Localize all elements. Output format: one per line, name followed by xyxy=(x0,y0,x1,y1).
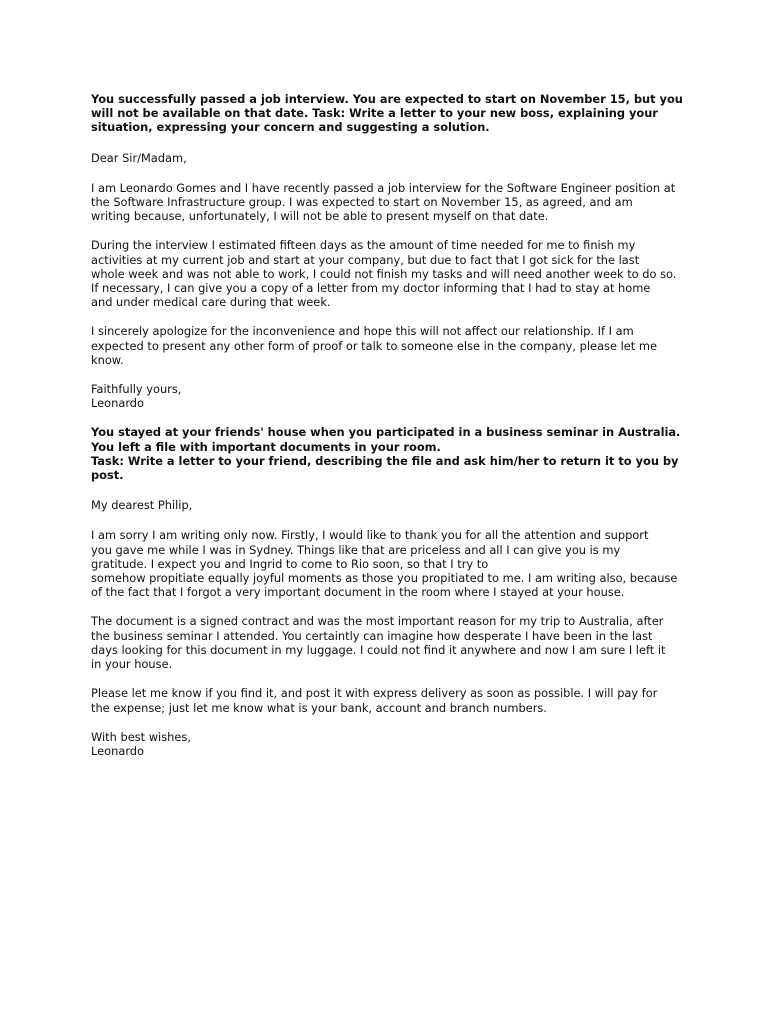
salutation-2: My dearest Philip, xyxy=(91,498,193,513)
closing-2: With best wishes, Leonardo xyxy=(91,729,191,758)
letter1-paragraph-2: During the interview I estimated fifteen days as the amount of time needed for me to finish my activities at my current job and start at your company, but due to fact that I got sick for the last whole week and was not able to work, I could not finish my tasks and will need another week to do so. If necessary, I can give you a copy of a letter from my doctor informing that I had to stay at home and under medical care during that week. xyxy=(91,238,677,310)
closing-1: Faithfully yours, Leonardo xyxy=(91,382,182,411)
task-prompt-1: You successfully passed a job interview. You are expected to start on November 15, but you will not be available on that date. Task: Write a letter to your new boss, explaining your situation, expressing your concern and suggesting a solution. xyxy=(91,92,683,135)
letter2-paragraph-1: I am sorry I am writing only now. Firstly, I would like to thank you for all the attention and support you gave me while I was in Sydney. Things like that are priceless and all I can give you is my gratitude. I expect you and Ingrid to come to Rio soon, so that I try to somehow propitiate equally joyful moments as those you propitiated to me. I am writing also, because of the fact that I forgot a very important document in the room where I stayed at your house. xyxy=(91,528,678,600)
salutation-1: Dear Sir/Madam, xyxy=(91,150,187,165)
letter1-paragraph-3: I sincerely apologize for the inconvenience and hope this will not affect our relationship. If I am expected to present any other form of proof or talk to someone else in the company, please let me know. xyxy=(91,324,657,367)
letter2-paragraph-3: Please let me know if you find it, and post it with express delivery as soon as possible. I will pay for the expense; just let me know what is your bank, account and branch numbers. xyxy=(91,686,658,715)
task-prompt-2: You stayed at your friends' house when you participated in a business seminar in Australia. You left a file with important documents in your room. Task: Write a letter to your friend, describing the file and ask him/her to return it to you by post. xyxy=(91,425,681,483)
document-page xyxy=(91,92,691,758)
letter2-paragraph-2: The document is a signed contract and was the most important reason for my trip to Australia, after the business seminar I attended. You certaintly can imagine how desperate I have been in the last days looking for this document in my luggage. I could not find it anywhere and now I am sure I left it in your house. xyxy=(91,614,666,672)
letter1-paragraph-1: I am Leonardo Gomes and I have recently passed a job interview for the Software Engineer position at the Software Infrastructure group. I was expected to start on November 15, as agreed, and am writing because, unfortunately, I will not be able to present myself on that date. xyxy=(91,180,676,224)
